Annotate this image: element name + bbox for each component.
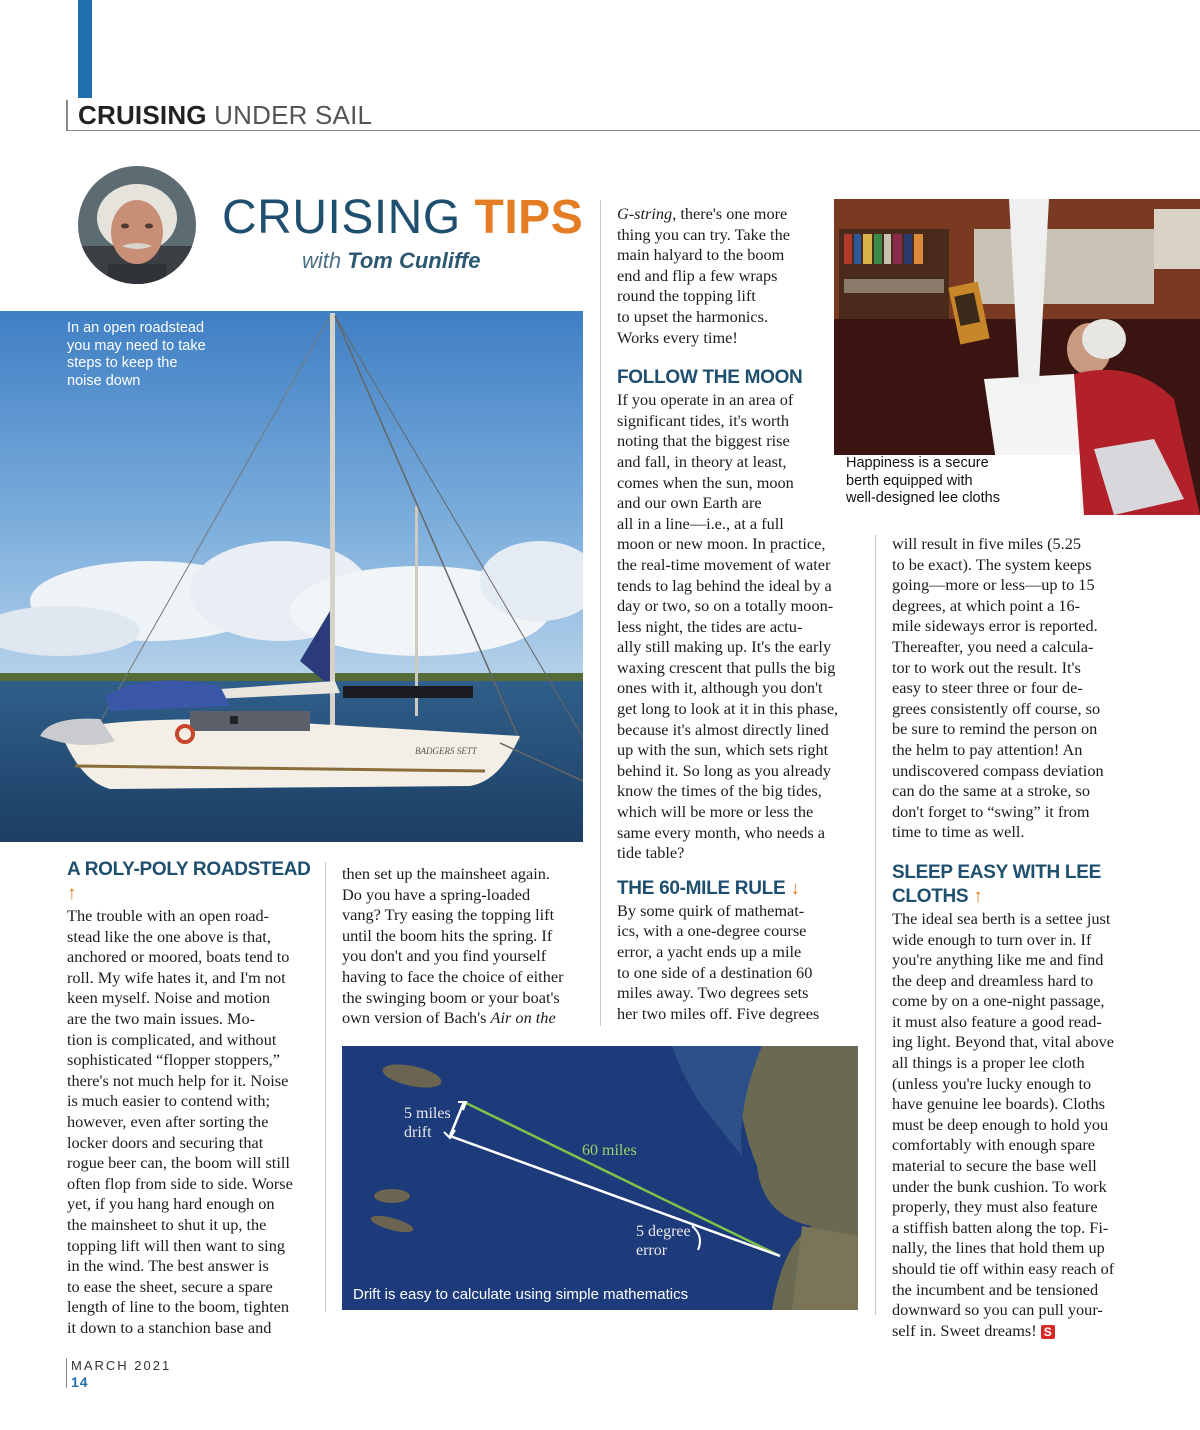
column-divider [875,535,876,1315]
column-divider [325,862,326,1312]
title-accent: TIPS [474,191,584,244]
heading-lee-cloths [892,861,1142,909]
article-title [222,190,583,245]
hull-name: BADGERS SETT [415,746,477,756]
header-rule-tick [66,100,68,130]
arrow-up-icon: ↑ [973,885,983,907]
paragraph-roly-poly-italic: Air on the [490,1008,556,1028]
arrow-up-icon: ↑ [67,883,77,904]
map-label-drift: 5 miles drift [404,1105,451,1141]
berth-photo-caption: Happiness is a secure berth equipped with well-designed lee cloths [834,455,1080,515]
boat-photo-caption: In an open roadstead you may need to take steps to keep the noise down [67,320,206,389]
header-rule [66,130,1200,131]
column-4 [892,534,1142,1341]
paragraph-60-mile-rule: By some quirk of mathemat- ics, with a one-degree course error, a yacht ends up a mile to one side of a destination 60 miles away. Two degrees sets her two miles off. Five degrees [617,900,820,1023]
footer-page-number: 14 [71,1374,89,1390]
column-2 [342,864,592,1029]
footer-rule-tick [66,1358,67,1388]
column-1 [67,858,317,1338]
g-string-italic: G-string [617,204,673,223]
byline-author: Tom Cunliffe [347,248,481,273]
section-title-light: UNDER SAIL [206,100,373,130]
section-title-bold: CRUISING [78,100,207,130]
g-string-text: , there's one more thing you can try. Take the main halyard to the boom end and flip a few wraps round the topping lift to upset the harmonics. Works every time! [617,204,790,347]
author-portrait [78,166,196,284]
section-title [78,100,372,131]
byline-with: with [302,248,342,273]
paragraph-roly-poly-cont-text: then set up the mainsheet again. Do you have a spring-loaded vang? Try easing the topping lift until the boom hits the spring. If you don't and you find yourself having to face the choice of either the swinging boom or your boat's own version of Bach's [342,864,564,1028]
paragraph-lee-cloths-text: The ideal sea berth is a settee just wide enough to turn over in. If you're anything like me and find the deep and dreamless hard to come by on a one-night passage, it must also feature a good read- ing light. Beyond that, vital above all things is a proper lee cloth (unless you're lucky enough to have genuine lee boards). Cloths must be deep enough to hold you comfortably with enough spare material to secure the base well under the bunk cushion. To work properly, they must also feature a stiffish batten along the top. Fi- nally, the lines that hold them up should tie off within easy reach of the incumbent and be tensioned downward so you can pull your- self in. Sweet dreams! [892,908,1115,1340]
heading-60-mile-rule-text: THE 60-MILE RULE [617,877,786,899]
header-accent-bar [78,0,92,98]
map-caption: Drift is easy to calculate using simple mathematics [353,1286,689,1303]
paragraph-g-string [617,204,857,348]
byline [302,248,480,274]
title-main: CRUISING [222,191,475,244]
berth-photo [834,199,1200,515]
paragraph-60-mile-rule-cont: will result in five miles (5.25 to be exact). The system keeps going—more or less—up to 15 degrees, at which point a 16- mile sideways error is reported. Thereafter, you need a calcula- tor to work out the result. It's easy to steer three or four de- grees consistently off course, so be sure to remind the person on the helm to pay attention! An undiscovered compass deviation can do the same at a stroke, so don't forget to “swing” it from time to time as well. [892,534,1104,842]
paragraph-roly-poly: The trouble with an open road- stead like the one above is that, anchored or moored, boats tend to roll. My wife hates it, and I'm not keen myself. Noise and motion are the two main issues. Mo- tion is complicated, and without sophisticated “flopper stoppers,” there's not much help for it. Noise is much easier to contend with; however, even after sorting the locker doors and securing that rogue beer can, the boom will still often flop from side to side. Worse yet, if you hang hard enough on the mainsheet to shut it up, the topping lift will then want to sing in the wind. The best answer is to ease the sheet, secure a spare length of line to the boom, tighten it down to a stanchion base and [67,906,293,1337]
paragraph-follow-the-moon: If you operate in an area of significant tides, it's worth noting that the biggest rise and fall, in theory at least, comes when the sun, moon and our own Earth are all in a line—i.e., at a full moon or new moon. In practice, the real-time movement of water tends to lag behind the ideal by a day or two, so on a totally moon- less night, the tides are actu- ally still making up. It's the early waxing crescent that pulls the big ones with it, although you don't get long to look at it in this phase, because it's almost directly lined up with the sun, which sets right behind it. So long as you already know the times of the big tides, which will be more or less the same every month, who needs a tide table? [617,390,839,863]
map-label-error: 5 degree error [636,1223,691,1259]
heading-roly-poly-text: A ROLY-POLY ROADSTEAD [67,859,311,880]
map-label-distance: 60 miles [582,1142,637,1159]
paragraph-roly-poly-cont [342,864,592,1029]
footer-issue-date: MARCH 2021 [71,1358,172,1373]
heading-lee-cloths-text: SLEEP EASY WITH LEE CLOTHS [892,861,1101,907]
column-3 [617,204,857,1024]
end-mark-icon: S [1041,1325,1055,1339]
paragraph-lee-cloths [892,909,1142,1341]
drift-map [342,1046,858,1310]
column-divider [600,200,601,1026]
boat-photo [0,311,583,842]
arrow-down-icon: ↓ [790,877,800,899]
heading-60-mile-rule [617,877,857,901]
heading-follow-the-moon: FOLLOW THE MOON [617,367,803,389]
heading-roly-poly [67,858,317,906]
